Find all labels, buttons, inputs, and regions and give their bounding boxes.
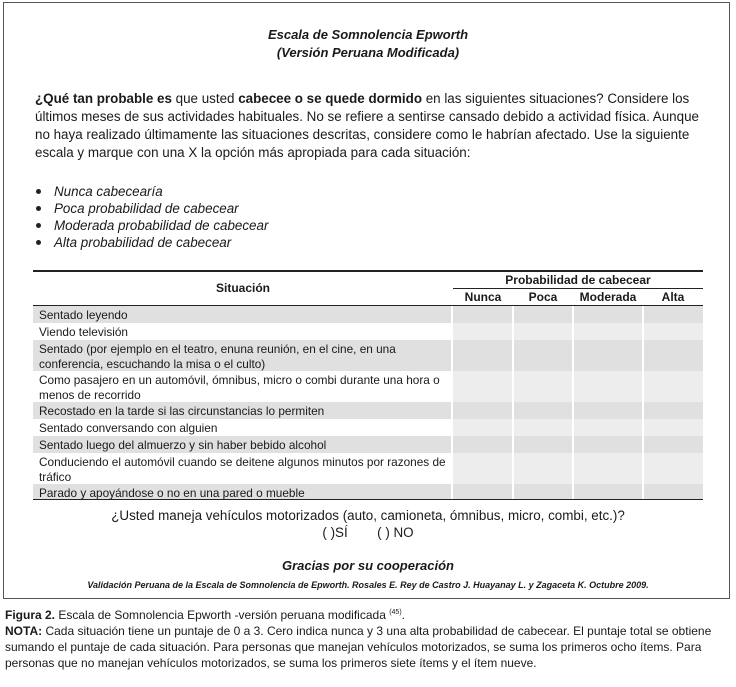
note-text: Cada situación tiene un puntaje de 0 a 3. Cero indica nunca y 3 una alta probabilidad de cabecear. El puntaje total se obtiene sumando el puntaje de cada situación. Para personas que manejan vehículos motorizados, se suma los primeros ocho ítems. Para personas que no manejan vehículos motorizados, se suma los primeros siete ítems y el ítem nueve. — [5, 624, 712, 670]
scale-option-item: Moderada probabilidad de cabecear — [35, 217, 268, 234]
answer-cell-alta[interactable] — [644, 419, 703, 436]
answer-cell-poca[interactable] — [514, 340, 572, 371]
situation-cell: Viendo televisión — [39, 325, 128, 339]
figure-text-end: . — [401, 608, 405, 622]
figure-text: Escala de Somnolencia Epworth -versión peruana modificada — [55, 608, 390, 622]
table-row — [33, 436, 703, 453]
answer-cell-nunca[interactable] — [453, 306, 512, 323]
probability-header-rule — [453, 288, 703, 289]
answer-cell-moderada[interactable] — [574, 436, 642, 453]
table-top-rule — [33, 270, 703, 272]
answer-cell-poca[interactable] — [514, 436, 572, 453]
answer-cell-alta[interactable] — [644, 323, 703, 340]
table-row — [33, 484, 703, 499]
driving-answer-row — [0, 525, 736, 540]
answer-cell-nunca[interactable] — [453, 436, 512, 453]
answer-cell-poca[interactable] — [514, 484, 572, 499]
situations-table — [33, 270, 703, 500]
situation-cell: Conduciendo el automóvil cuando se deitene algunos minutos por razones de tráfico — [39, 455, 446, 484]
intro-bold-question: ¿Qué tan probable es — [35, 91, 172, 106]
table-row — [33, 419, 703, 436]
intro-bold-phrase: cabecee o se quede dormido — [238, 91, 422, 106]
answer-cell-nunca[interactable] — [453, 323, 512, 340]
driving-no-option[interactable]: ( ) NO — [377, 525, 414, 540]
note-label: NOTA: — [5, 624, 43, 638]
situation-column-header: Situación — [215, 281, 270, 295]
answer-cell-nunca[interactable] — [453, 453, 512, 484]
scale-title: Escala de Somnolencia Epworth — [267, 27, 469, 42]
answer-cell-moderada[interactable] — [574, 484, 642, 499]
answer-cell-moderada[interactable] — [574, 371, 642, 402]
driving-yes-option[interactable]: ( )SÍ — [322, 525, 348, 540]
scale-options-list — [35, 183, 268, 251]
probability-column-header: Probabilidad de cabecear — [505, 273, 651, 287]
table-row — [33, 323, 703, 340]
situation-cell: Sentado conversando con alguien — [39, 421, 218, 435]
option-header-nunca: Nunca — [464, 290, 502, 304]
option-header-alta: Alta — [661, 290, 685, 304]
option-header-poca: Poca — [528, 290, 558, 304]
situation-cell: Sentado (por ejemplo en el teatro, enuna reunión, en el cine, en una conferencia, escuchando la misa o el culto) — [33, 340, 451, 371]
scale-subtitle: (Versión Peruana Modificada) — [276, 45, 460, 60]
answer-cell-moderada[interactable] — [574, 453, 642, 484]
validation-citation: Validación Peruana de la Escala de Somnolencia de Epworth. Rosales E. Rey de Castro J. Huayanay L. y Zagaceta K. Octubre 2009. — [87, 580, 649, 590]
answer-cell-moderada[interactable] — [574, 402, 642, 419]
table-row — [33, 453, 703, 484]
answer-cell-alta[interactable] — [644, 306, 703, 323]
table-row — [33, 371, 703, 402]
answer-cell-poca[interactable] — [514, 306, 572, 323]
answer-cell-alta[interactable] — [644, 402, 703, 419]
answer-cell-poca[interactable] — [514, 371, 572, 402]
answer-cell-poca[interactable] — [514, 419, 572, 436]
table-bottom-rule — [33, 499, 703, 500]
scale-option-item: Poca probabilidad de cabecear — [35, 200, 268, 217]
driving-question: ¿Usted maneja vehículos motorizados (auto, camioneta, ómnibus, micro, combi, etc.)? — [111, 508, 625, 523]
answer-cell-nunca[interactable] — [453, 371, 512, 402]
answer-cell-moderada[interactable] — [574, 306, 642, 323]
scale-option-item: Nunca cabecearía — [35, 183, 268, 200]
option-header-moderada: Moderada — [579, 290, 637, 304]
situation-cell: Recostado en la tarde si las circunstancias lo permiten — [33, 402, 451, 419]
intro-text-1: que usted — [171, 91, 239, 106]
answer-cell-alta[interactable] — [644, 436, 703, 453]
table-row — [33, 402, 703, 419]
thanks-text: Gracias por su cooperación — [282, 558, 454, 573]
figure-caption — [5, 605, 731, 671]
situation-cell: Sentado leyendo — [33, 306, 451, 323]
figure-label: Figura 2. — [5, 608, 56, 622]
answer-cell-nunca[interactable] — [453, 402, 512, 419]
situation-cell: Como pasajero en un automóvil, ómnibus, micro o combi durante una hora o menos de recorrido — [39, 373, 440, 402]
instructions-paragraph — [35, 90, 707, 162]
answer-cell-moderada[interactable] — [574, 419, 642, 436]
answer-cell-moderada[interactable] — [574, 340, 642, 371]
answer-cell-alta[interactable] — [644, 484, 703, 499]
answer-cell-alta[interactable] — [644, 371, 703, 402]
answer-cell-poca[interactable] — [514, 323, 572, 340]
scale-option-item: Alta probabilidad de cabecear — [35, 234, 268, 251]
answer-cell-nunca[interactable] — [453, 340, 512, 371]
intro-text-2: en las siguientes situaciones? Considere los últimos meses de sus actividades habituales. No se refiere a sentirse cansado debido a actividad física. Aunque no haya realizado últimamente las situaciones descritas, considere como le habrían afectado. Use la siguiente escala y marque con una X la opción más apropiada para cada situación: — [35, 91, 699, 160]
answer-cell-nunca[interactable] — [453, 419, 512, 436]
answer-cell-moderada[interactable] — [574, 323, 642, 340]
table-row — [33, 340, 703, 371]
answer-cell-alta[interactable] — [644, 453, 703, 484]
answer-cell-poca[interactable] — [514, 453, 572, 484]
figure-reference: (45) — [389, 609, 402, 616]
situation-cell: Sentado luego del almuerzo y sin haber bebido alcohol — [33, 436, 451, 453]
table-row — [33, 306, 703, 323]
answer-cell-poca[interactable] — [514, 402, 572, 419]
answer-cell-nunca[interactable] — [453, 484, 512, 499]
answer-cell-alta[interactable] — [644, 340, 703, 371]
situation-cell: Parado y apoyándose o no en una pared o mueble — [33, 484, 451, 499]
